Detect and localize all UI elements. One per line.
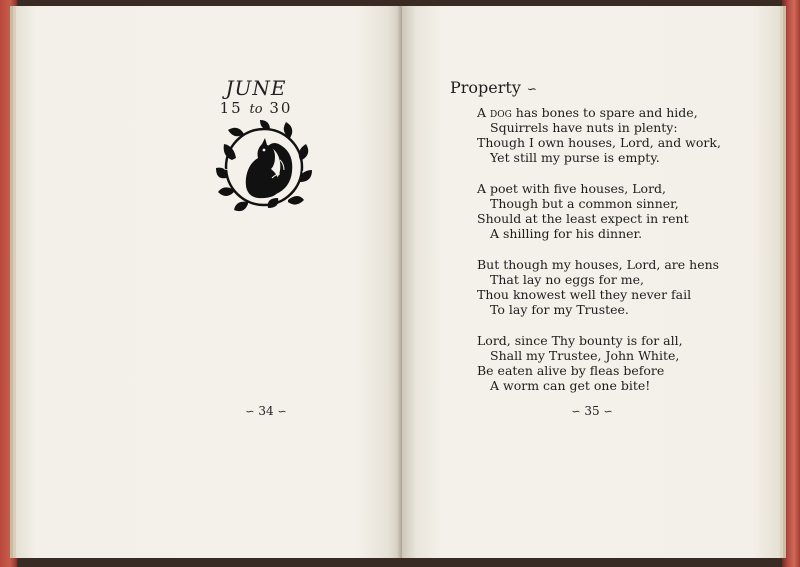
page-number-text: 34 [258,404,274,418]
poem-line: Thou knowest well they never fail [477,287,692,302]
stanza [477,257,721,317]
title-ornament-icon: ∽ [526,82,537,96]
folio-ornament-icon: ∽ [245,405,255,418]
page-number-text: 35 [584,404,600,418]
poem-line: A dog has bones to spare and hide, [477,105,698,120]
poem-line: That lay no eggs for me, [490,272,644,287]
poem-line: Should at the least expect in rent [477,211,689,226]
poem-line: A poet with five houses, Lord, [477,181,667,196]
folio-ornament-icon: ∽ [603,405,613,418]
stanza [477,333,721,393]
poem-line: Be eaten alive by fleas before [477,363,665,378]
poem-line: A shilling for his dinner. [490,226,643,241]
poem-line: Lord, since Thy bounty is for all, [477,333,683,348]
poem-line: Though I own houses, Lord, and work, [477,135,721,150]
date-range [212,99,300,117]
book-cover-edge [782,0,800,567]
small-caps-word: dog [490,105,512,120]
poem-line: A worm can get one bite! [490,378,651,393]
squirrel-woodcut-icon [214,120,314,212]
date-to: to [249,102,263,117]
poem-line: Squirrels have nuts in plenty: [490,120,678,135]
page-number-left [226,404,306,418]
poem-line: To lay for my Trustee. [490,302,629,317]
poem-title-text: Property [450,78,521,97]
poem-line: Shall my Trustee, John White, [490,348,680,363]
poem-body [477,105,721,409]
page-number-right [552,404,632,418]
poem-title [450,78,537,97]
month-heading: JUNE [225,76,287,100]
folio-ornament-icon: ∽ [571,405,581,418]
poem-line: Yet still my purse is empty. [490,150,660,165]
right-page [402,6,780,558]
stanza [477,105,721,165]
folio-ornament-icon: ∽ [277,405,287,418]
stanza [477,181,721,241]
date-start: 15 [219,99,243,117]
left-page [16,6,402,558]
poem-line: But though my houses, Lord, are hens [477,257,720,272]
date-end: 30 [269,99,293,117]
poem-line: Though but a common sinner, [490,196,679,211]
